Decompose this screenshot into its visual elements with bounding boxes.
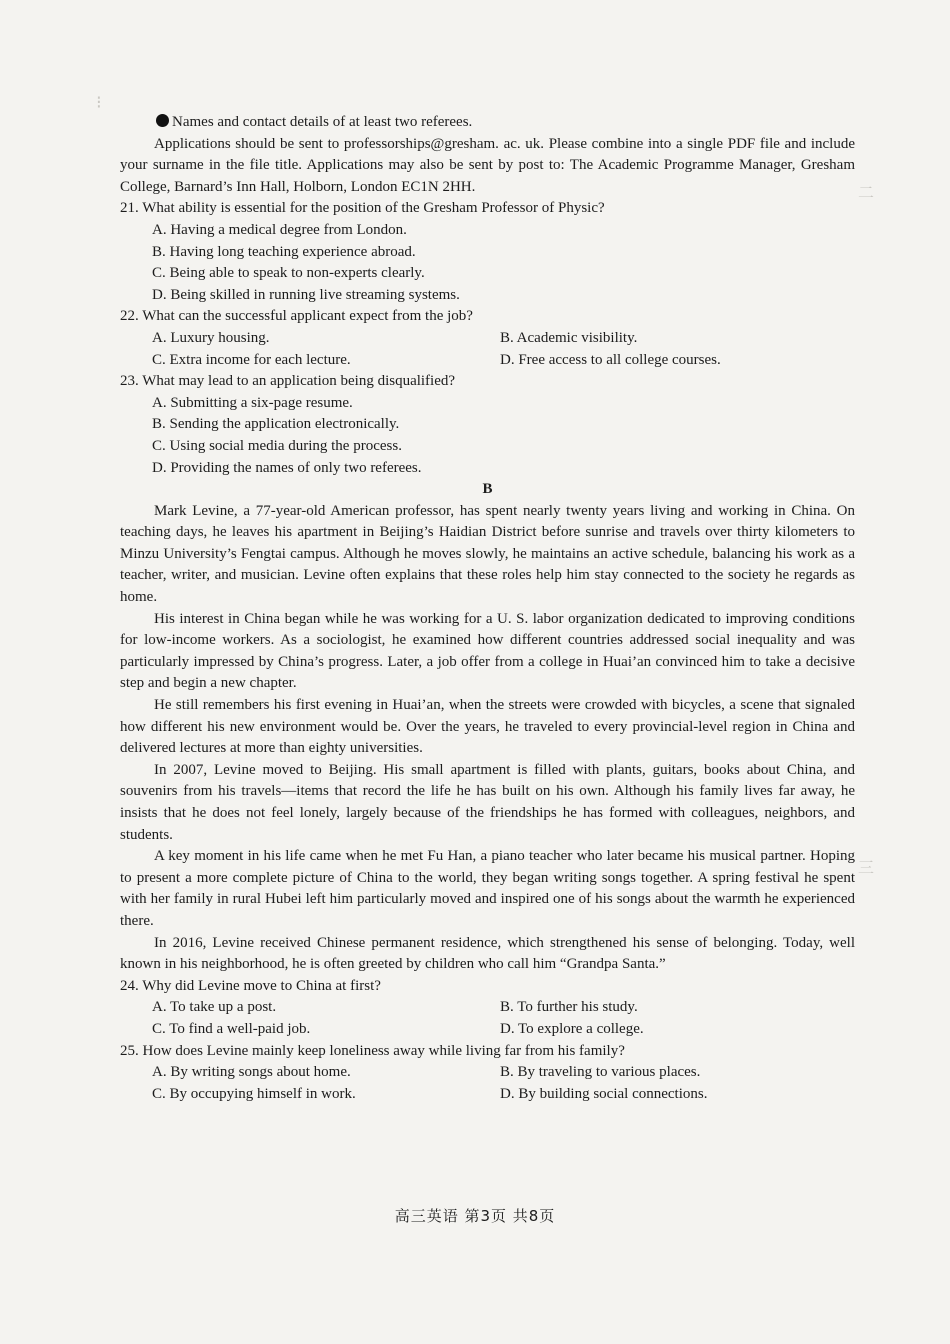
option-b[interactable]: B. To further his study. (500, 999, 638, 1016)
passage-paragraph: His interest in China began while he was working for a U. S. labor organization dedicated to improving conditions for low-income workers. As a sociologist, he examined how different countries addressed social inequality and was particularly impressed by China’s progress. Later, a job offer from a college in Huai’an convinced him to take a decisive step and begin a new chapter. (120, 610, 855, 692)
option-a[interactable]: A. To take up a post. (152, 999, 277, 1016)
question-23 (120, 371, 855, 479)
bleed-through-mark: ⁝ (96, 92, 102, 113)
option-d[interactable]: D. Being skilled in running live streaming systems. (152, 286, 460, 303)
question-stem: 21. What ability is essential for the position of the Gresham Professor of Physic? (120, 200, 605, 217)
question-stem: 22. What can the successful applicant expect from the job? (120, 308, 473, 325)
option-b[interactable]: B. Sending the application electronically. (152, 416, 400, 433)
option-a[interactable]: A. Luxury housing. (152, 329, 270, 346)
option-a[interactable]: A. By writing songs about home. (152, 1064, 351, 1081)
passage-paragraph: In 2016, Levine received Chinese permanent residence, which strengthened his sense of belonging. Today, well known in his neighborhood, he is often greeted by children who call him “Grandpa Santa.” (120, 934, 855, 973)
question-stem: 25. How does Levine mainly keep loneliness away while living far from his family? (120, 1042, 625, 1059)
option-b[interactable]: B. Academic visibility. (500, 329, 638, 346)
option-a[interactable]: A. Having a medical degree from London. (152, 221, 407, 238)
question-stem: 23. What may lead to an application being disqualified? (120, 373, 456, 390)
passage-paragraph: Mark Levine, a 77-year-old American professor, has spent nearly twenty years living and working in China. On teaching days, he leaves his apartment in Beijing’s Haidian District before sunrise and travels over thirty kilometers to Minzu University’s Fengtai campus. Although he moves slowly, he maintains an active schedule, balancing his work as a teacher, writer, and musician. Levine often explains that these roles help him stay connected to the society he regards as home. (120, 502, 855, 606)
bullet-icon (156, 114, 169, 127)
passage-paragraph: In 2007, Levine moved to Beijing. His small apartment is filled with plants, guitars, books about China, and souvenirs from his travels—items that record the life he has built on his own. Although his family lives far away, he insists that he does not feel lonely, largely because of the friendships he has formed with colleagues, neighbors, and students. (120, 761, 855, 843)
page-footer: 高三英语 第3页 共8页 (394, 1207, 556, 1225)
question-25 (120, 1041, 855, 1106)
exam-page (120, 112, 855, 1105)
option-c[interactable]: C. Extra income for each lecture. (152, 351, 351, 368)
option-b[interactable]: B. By traveling to various places. (500, 1064, 701, 1081)
option-c[interactable]: C. To find a well-paid job. (152, 1020, 311, 1037)
question-24 (120, 976, 855, 1041)
option-c[interactable]: C. By occupying himself in work. (152, 1085, 356, 1102)
passage-paragraph: He still remembers his first evening in Huai’an, when the streets were crowded with bicycles, a scene that signaled how different his new environment would be. Over the years, he traveled to every provincial-level region in China and delivered lectures at more than eighty universities. (120, 697, 855, 757)
bullet-line: Names and contact details of at least two referees. (120, 112, 855, 134)
question-stem: 24. Why did Levine move to China at first? (120, 977, 381, 994)
passage-paragraph: A key moment in his life came when he met Fu Han, a piano teacher who later became his musical partner. Hoping to present a more complete picture of China to the world, they began writing songs together. A spring festival he spent with her family in rural Hubei left him particularly moved and inspired one of his songs about the warmth he experienced there. (120, 848, 855, 929)
option-b[interactable]: B. Having long teaching experience abroad. (152, 243, 416, 260)
option-c[interactable]: C. Being able to speak to non-experts clearly. (152, 265, 425, 282)
option-a[interactable]: A. Submitting a six-page resume. (152, 394, 353, 411)
applications-paragraph: Applications should be sent to professorships@gresham. ac. uk. Please combine into a single PDF file and include your surname in the file title. Applications may also be sent by post to: The Academic Programme Manager, Gresham College, Barnard’s Inn Hall, Holborn, London EC1N 2HH. (120, 135, 855, 195)
bleed-through-mark: 二 (858, 183, 875, 202)
option-d[interactable]: D. To explore a college. (500, 1020, 644, 1037)
bleed-through-mark: 三 (858, 858, 875, 877)
option-d[interactable]: D. Providing the names of only two referees. (152, 459, 422, 476)
option-d[interactable]: D. Free access to all college courses. (500, 351, 721, 368)
section-heading: B (482, 481, 493, 498)
option-c[interactable]: C. Using social media during the process. (152, 437, 402, 454)
question-21 (120, 198, 855, 306)
option-d[interactable]: D. By building social connections. (500, 1085, 708, 1102)
question-22 (120, 306, 855, 371)
